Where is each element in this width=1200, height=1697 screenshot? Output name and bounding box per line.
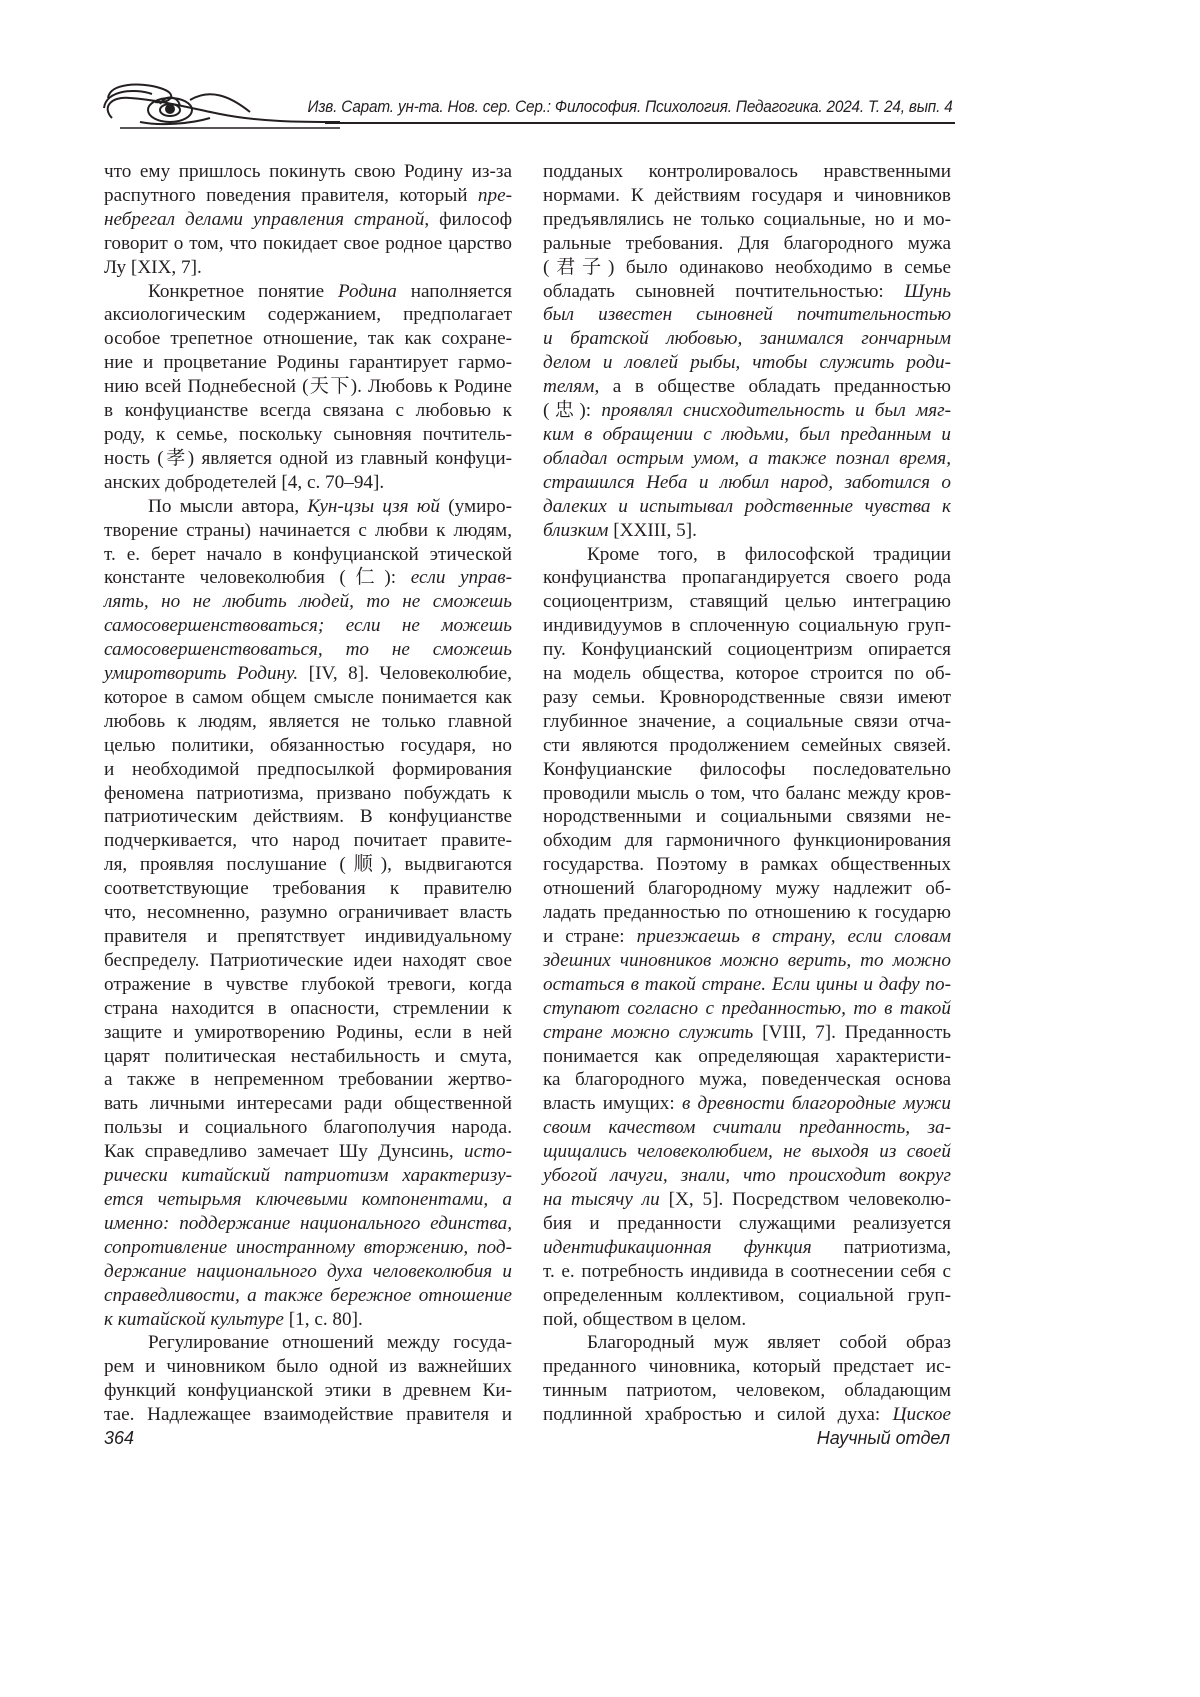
text-run: [XXIII, 5]. xyxy=(608,520,696,541)
text-line xyxy=(543,327,951,351)
text-line xyxy=(543,949,951,973)
italic-text: и братской любовью, занимался гончарным xyxy=(543,328,951,349)
text-run: и необходимой предпосылкой формирования xyxy=(104,759,512,780)
text-line xyxy=(543,543,951,567)
text-line xyxy=(104,208,512,232)
text-run: Лу [XIX, 7]. xyxy=(104,257,202,278)
text-line xyxy=(104,1092,512,1116)
italic-text: идентификационная функция xyxy=(543,1237,812,1258)
text-line xyxy=(104,638,512,662)
italic-text: был известен сыновней почтительностью xyxy=(543,304,951,325)
text-line xyxy=(543,973,951,997)
text-line xyxy=(543,303,951,327)
text-line xyxy=(104,1308,512,1332)
italic-text: стране можно служить xyxy=(543,1022,753,1043)
text-run: социоцентризм, ставящий целью интеграцию xyxy=(543,591,951,612)
text-run: отражение в чувстве глубокой тревоги, когда xyxy=(104,974,512,995)
italic-text: обладал острым умом, а также познал время, xyxy=(543,448,951,469)
italic-text: самосовершенствоваться, то не сможешь xyxy=(104,639,512,660)
text-run: ладать преданностью по отношению к государю xyxy=(543,902,951,923)
italic-text: щищались человеколюбием, не выходя из своей xyxy=(543,1141,951,1162)
text-run: [1, с. 80]. xyxy=(284,1309,363,1330)
text-line xyxy=(543,590,951,614)
text-run: роду, к семье, поскольку сыновняя почтитель- xyxy=(104,424,512,445)
text-run: бия и преданности служащими реализуется xyxy=(543,1213,951,1234)
text-line xyxy=(104,303,512,327)
header-rule xyxy=(325,122,955,124)
text-line xyxy=(543,1092,951,1116)
text-run: Как справедливо замечает Шу Дунсинь, xyxy=(104,1141,464,1162)
text-run: [VIII, 7]. Преданность xyxy=(753,1022,951,1043)
text-column-left xyxy=(104,160,512,1427)
italic-text: умиротворить Родину. xyxy=(104,663,298,684)
text-run: говорит о том, что покидает свое родное царство xyxy=(104,233,512,254)
text-run: Благородный муж являет собой образ xyxy=(587,1332,951,1353)
text-line xyxy=(543,1355,951,1379)
text-line xyxy=(543,1331,951,1355)
text-line xyxy=(104,758,512,782)
text-line xyxy=(543,686,951,710)
text-run: ность (孝) является одной из главный конфуци- xyxy=(104,448,512,469)
text-run: беспределу. Патриотические идеи находят свое xyxy=(104,950,512,971)
text-run: нию всей Поднебесной (天下). Любовь к Родине xyxy=(104,376,512,397)
text-run: т. е. потребность индивида в соотнесении себя с xyxy=(543,1261,951,1282)
text-run: что ему пришлось покинуть свою Родину из-за xyxy=(104,161,512,182)
text-line xyxy=(104,1164,512,1188)
text-line xyxy=(104,829,512,853)
text-run: государства. Поэтому в рамках общественных xyxy=(543,854,951,875)
text-line xyxy=(104,925,512,949)
text-run: понимается как определяющая характеристи- xyxy=(543,1046,951,1067)
text-run: анских добродетелей [4, с. 70–94]. xyxy=(104,472,384,493)
text-line xyxy=(543,1164,951,1188)
section-name: Научный отдел xyxy=(817,1428,950,1449)
text-line xyxy=(104,782,512,806)
text-line xyxy=(543,1260,951,1284)
italic-text: убогой лачуги, знали, что происходит вокруг xyxy=(543,1165,951,1186)
italic-text: ким в обращении с людьми, был преданным и xyxy=(543,424,951,445)
text-line xyxy=(104,901,512,925)
text-run: а также в непременном требовании жертво- xyxy=(104,1069,512,1090)
text-line xyxy=(104,1116,512,1140)
text-line xyxy=(543,566,951,590)
text-line xyxy=(104,543,512,567)
text-run: обходим для гармоничного функционирования xyxy=(543,830,951,851)
italic-text: ется четырьмя ключевыми компонентами, а xyxy=(104,1189,512,1210)
text-line xyxy=(104,495,512,519)
text-line xyxy=(543,471,951,495)
text-run: ние и процветание Родины гарантирует гармо- xyxy=(104,352,512,373)
text-line xyxy=(104,686,512,710)
journal-citation: Изв. Сарат. ун-та. Нов. сер. Сер.: Философия. Психология. Педагогика. 2024. Т. 24, вып. 4 xyxy=(308,98,953,117)
text-run: подчеркивается, что народ почитает правите- xyxy=(104,830,512,851)
text-line xyxy=(104,232,512,256)
italic-text: если управ- xyxy=(411,567,512,588)
text-line xyxy=(543,351,951,375)
text-run: определенным коллективом, социальной груп- xyxy=(543,1285,951,1306)
italic-text: Шунь xyxy=(904,281,951,302)
text-line xyxy=(104,1045,512,1069)
text-run: соответствующие требования к правителю xyxy=(104,878,512,899)
text-line xyxy=(104,1212,512,1236)
text-line xyxy=(104,1140,512,1164)
text-run: подданых контролировалось нравственными xyxy=(543,161,951,182)
text-line xyxy=(543,829,951,853)
text-run: что, несомненно, разумно ограничивает власть xyxy=(104,902,512,923)
text-line xyxy=(543,208,951,232)
text-run: особое трепетное отношение, так как сохране- xyxy=(104,328,512,349)
italic-text: лять, но не любить людей, то не сможешь xyxy=(104,591,512,612)
text-line xyxy=(543,1212,951,1236)
text-run: власть имущих: xyxy=(543,1093,682,1114)
text-line xyxy=(104,734,512,758)
art-nouveau-ornament-icon xyxy=(100,78,340,136)
text-line xyxy=(543,1379,951,1403)
text-line xyxy=(104,949,512,973)
text-run: целью политики, обязанностью государя, но xyxy=(104,735,512,756)
text-line xyxy=(543,184,951,208)
text-run: (君子) было одинаково необходимо в семье xyxy=(543,257,951,278)
text-line xyxy=(104,1403,512,1427)
text-line xyxy=(543,1068,951,1092)
italic-text: остаться в такой стране. Если цины и дафу по- xyxy=(543,974,951,995)
text-line xyxy=(543,710,951,734)
text-line xyxy=(543,160,951,184)
text-run: Конфуцианские философы последовательно xyxy=(543,759,951,780)
text-line xyxy=(104,1068,512,1092)
text-run: и стране: xyxy=(543,926,637,947)
text-run: Регулирование отношений между госуда- xyxy=(148,1332,512,1353)
text-line xyxy=(543,256,951,280)
text-line xyxy=(104,973,512,997)
text-run: , философ xyxy=(424,209,512,230)
text-run: которое в самом общем смысле понимается как xyxy=(104,687,512,708)
text-run: индивидуумов в сплоченную социальную груп- xyxy=(543,615,951,636)
text-line xyxy=(104,710,512,734)
italic-text: приезжаешь в страну, если словам xyxy=(637,926,951,947)
text-line xyxy=(104,399,512,423)
italic-text: именно: поддержание национального единства, xyxy=(104,1213,512,1234)
text-line xyxy=(543,925,951,949)
text-line xyxy=(543,805,951,829)
text-line xyxy=(104,375,512,399)
text-line xyxy=(104,519,512,543)
text-run: патриотизма, xyxy=(812,1237,951,1258)
text-line xyxy=(104,280,512,304)
italic-text: пре- xyxy=(478,185,512,206)
text-line xyxy=(104,997,512,1021)
text-line xyxy=(543,997,951,1021)
text-run: тинным патриотом, человеком, обладающим xyxy=(543,1380,951,1401)
text-line xyxy=(543,232,951,256)
text-run: нородственными и социальными связями не- xyxy=(543,806,951,827)
italic-text: Кун-цзы цзя юй xyxy=(307,496,440,517)
text-line xyxy=(104,1260,512,1284)
text-run: рем и чиновником было одной из важнейших xyxy=(104,1356,512,1377)
italic-text: Родина xyxy=(338,281,397,302)
text-line xyxy=(543,1140,951,1164)
text-run: конфуцианства пропагандируется своего рода xyxy=(543,567,951,588)
text-run: Кроме того, в философской традиции xyxy=(587,544,951,565)
text-run: разу семьи. Кровнородственные связи имеют xyxy=(543,687,951,708)
italic-text: телям xyxy=(543,376,594,397)
text-line xyxy=(104,1284,512,1308)
text-line xyxy=(543,853,951,877)
text-run: функций конфуцианской этики в древнем Ки- xyxy=(104,1380,512,1401)
text-run: подлинной храбростью и силой духа: xyxy=(543,1404,893,1425)
text-line xyxy=(543,734,951,758)
text-line xyxy=(543,877,951,901)
text-run: ральные требования. Для благородного мужа xyxy=(543,233,951,254)
text-line xyxy=(543,1284,951,1308)
text-run: страна находится в опасности, стремлении к xyxy=(104,998,512,1019)
text-run: нормами. К действиям государя и чиновников xyxy=(543,185,951,206)
italic-text: на тысячу ли xyxy=(543,1189,660,1210)
text-run: проводили мысль о том, что баланс между кров- xyxy=(543,783,951,804)
italic-text: справедливости, а также бережное отношение xyxy=(104,1285,512,1306)
text-run: преданного чиновника, который предстает ис- xyxy=(543,1356,951,1377)
text-line xyxy=(543,901,951,925)
italic-text: своим качеством считали преданность, за- xyxy=(543,1117,951,1138)
text-run: (忠): xyxy=(543,400,601,421)
text-line xyxy=(543,1236,951,1260)
text-line xyxy=(543,614,951,638)
text-run: патриотическим действиям. В конфуцианстве xyxy=(104,806,512,827)
text-run: По мысли автора, xyxy=(148,496,307,517)
text-line xyxy=(543,399,951,423)
text-line xyxy=(104,351,512,375)
text-line xyxy=(104,471,512,495)
text-run: творение страны) начинается с любви к людям, xyxy=(104,520,512,541)
italic-text: здешних чиновников можно верить, то можно xyxy=(543,950,951,971)
italic-text: к китайской культуре xyxy=(104,1309,284,1330)
text-line xyxy=(104,805,512,829)
text-run: пу. Конфуцианский социоцентризм опирается xyxy=(543,639,951,660)
text-line xyxy=(543,758,951,782)
italic-text: близким xyxy=(543,520,608,541)
running-header xyxy=(100,78,955,138)
text-line xyxy=(543,782,951,806)
text-line xyxy=(104,877,512,901)
text-line xyxy=(543,519,951,543)
text-run: любовь к людям, является не только главной xyxy=(104,711,512,732)
text-run: ка благородного мужа, поведенческая основа xyxy=(543,1069,951,1090)
text-line xyxy=(104,184,512,208)
italic-text: Циское xyxy=(893,1404,951,1425)
text-line xyxy=(104,1355,512,1379)
italic-text: исто- xyxy=(464,1141,512,1162)
text-run: феномена патриотизма, призвано побуждать к xyxy=(104,783,512,804)
text-line xyxy=(104,1379,512,1403)
text-run: сти являются продолжением семейных связей. xyxy=(543,735,951,756)
text-line xyxy=(543,423,951,447)
text-line xyxy=(104,566,512,590)
page-number: 364 xyxy=(104,1428,134,1449)
text-line xyxy=(104,662,512,686)
text-line xyxy=(104,423,512,447)
italic-text: страшился Неба и любил народ, заботился о xyxy=(543,472,951,493)
italic-text: ступают согласно с преданностью, то в такой xyxy=(543,998,951,1019)
text-run: на модель общества, которое строится по об- xyxy=(543,663,951,684)
text-line xyxy=(543,1308,951,1332)
text-line xyxy=(543,638,951,662)
text-run: константе человеколюбия (仁): xyxy=(104,567,411,588)
text-line xyxy=(104,256,512,280)
text-run: распутного поведения правителя, который xyxy=(104,185,478,206)
text-run: тае. Надлежащее взаимодействие правителя и xyxy=(104,1404,512,1425)
text-run: (умиро- xyxy=(440,496,512,517)
text-run: пой, обществом в целом. xyxy=(543,1309,746,1330)
text-run: , а в обществе обладать преданностью xyxy=(594,376,951,397)
text-line xyxy=(543,662,951,686)
text-run: в конфуцианстве всегда связана с любовью к xyxy=(104,400,512,421)
text-run: пользы и социального благополучия народа. xyxy=(104,1117,512,1138)
text-run: наполняется xyxy=(397,281,512,302)
text-line xyxy=(543,375,951,399)
text-line xyxy=(104,853,512,877)
text-line xyxy=(104,590,512,614)
text-run: предъявлялись не только социальные, но и мо- xyxy=(543,209,951,230)
text-line xyxy=(104,614,512,638)
text-line xyxy=(543,495,951,519)
text-run: Конкретное понятие xyxy=(148,281,338,302)
text-run: правителя и препятствует индивидуальному xyxy=(104,926,512,947)
italic-text: делом и ловлей рыбы, чтобы служить роди- xyxy=(543,352,951,373)
italic-text: сопротивление иностранному вторжению, под- xyxy=(104,1237,512,1258)
text-run: ля, проявляя послушание (顺), выдвигаются xyxy=(104,854,512,875)
text-line xyxy=(543,280,951,304)
italic-text: далеких и испытывал родственные чувства к xyxy=(543,496,951,517)
text-run: аксиологическим содержанием, предполагает xyxy=(104,304,512,325)
text-run: отношений благородному мужу надлежит об- xyxy=(543,878,951,899)
text-run: царят политическая нестабильность и смута, xyxy=(104,1046,512,1067)
text-run: обладать сыновней почтительностью: xyxy=(543,281,904,302)
text-run: [X, 5]. Посредством человеколю- xyxy=(660,1189,951,1210)
text-line xyxy=(543,1021,951,1045)
text-run: т. е. берет начало в конфуцианской этической xyxy=(104,544,512,565)
text-run: глубинное значение, а социальные связи отча- xyxy=(543,711,951,732)
text-line xyxy=(104,327,512,351)
text-line xyxy=(104,447,512,471)
text-run: вать личными интересами ради общественной xyxy=(104,1093,512,1114)
text-line xyxy=(104,1331,512,1355)
italic-text: держание национального духа человеколюбия и xyxy=(104,1261,512,1282)
italic-text: рически китайский патриотизм характеризу- xyxy=(104,1165,512,1186)
text-column-right xyxy=(543,160,951,1427)
text-line xyxy=(104,1236,512,1260)
italic-text: небрегал делами управления страной xyxy=(104,209,424,230)
text-line xyxy=(543,1116,951,1140)
text-run: [IV, 8]. Человеколюбие, xyxy=(298,663,512,684)
text-line xyxy=(543,1188,951,1212)
italic-text: в древности благородные мужи xyxy=(682,1093,951,1114)
text-run: защите и умиротворению Родины, если в ней xyxy=(104,1022,512,1043)
italic-text: проявлял снисходительность и был мяг- xyxy=(601,400,951,421)
text-line xyxy=(104,1188,512,1212)
text-line xyxy=(543,1045,951,1069)
text-line xyxy=(543,1403,951,1427)
text-line xyxy=(543,447,951,471)
text-line xyxy=(104,1021,512,1045)
italic-text: самосовершенствоваться; если не можешь xyxy=(104,615,512,636)
text-line xyxy=(104,160,512,184)
